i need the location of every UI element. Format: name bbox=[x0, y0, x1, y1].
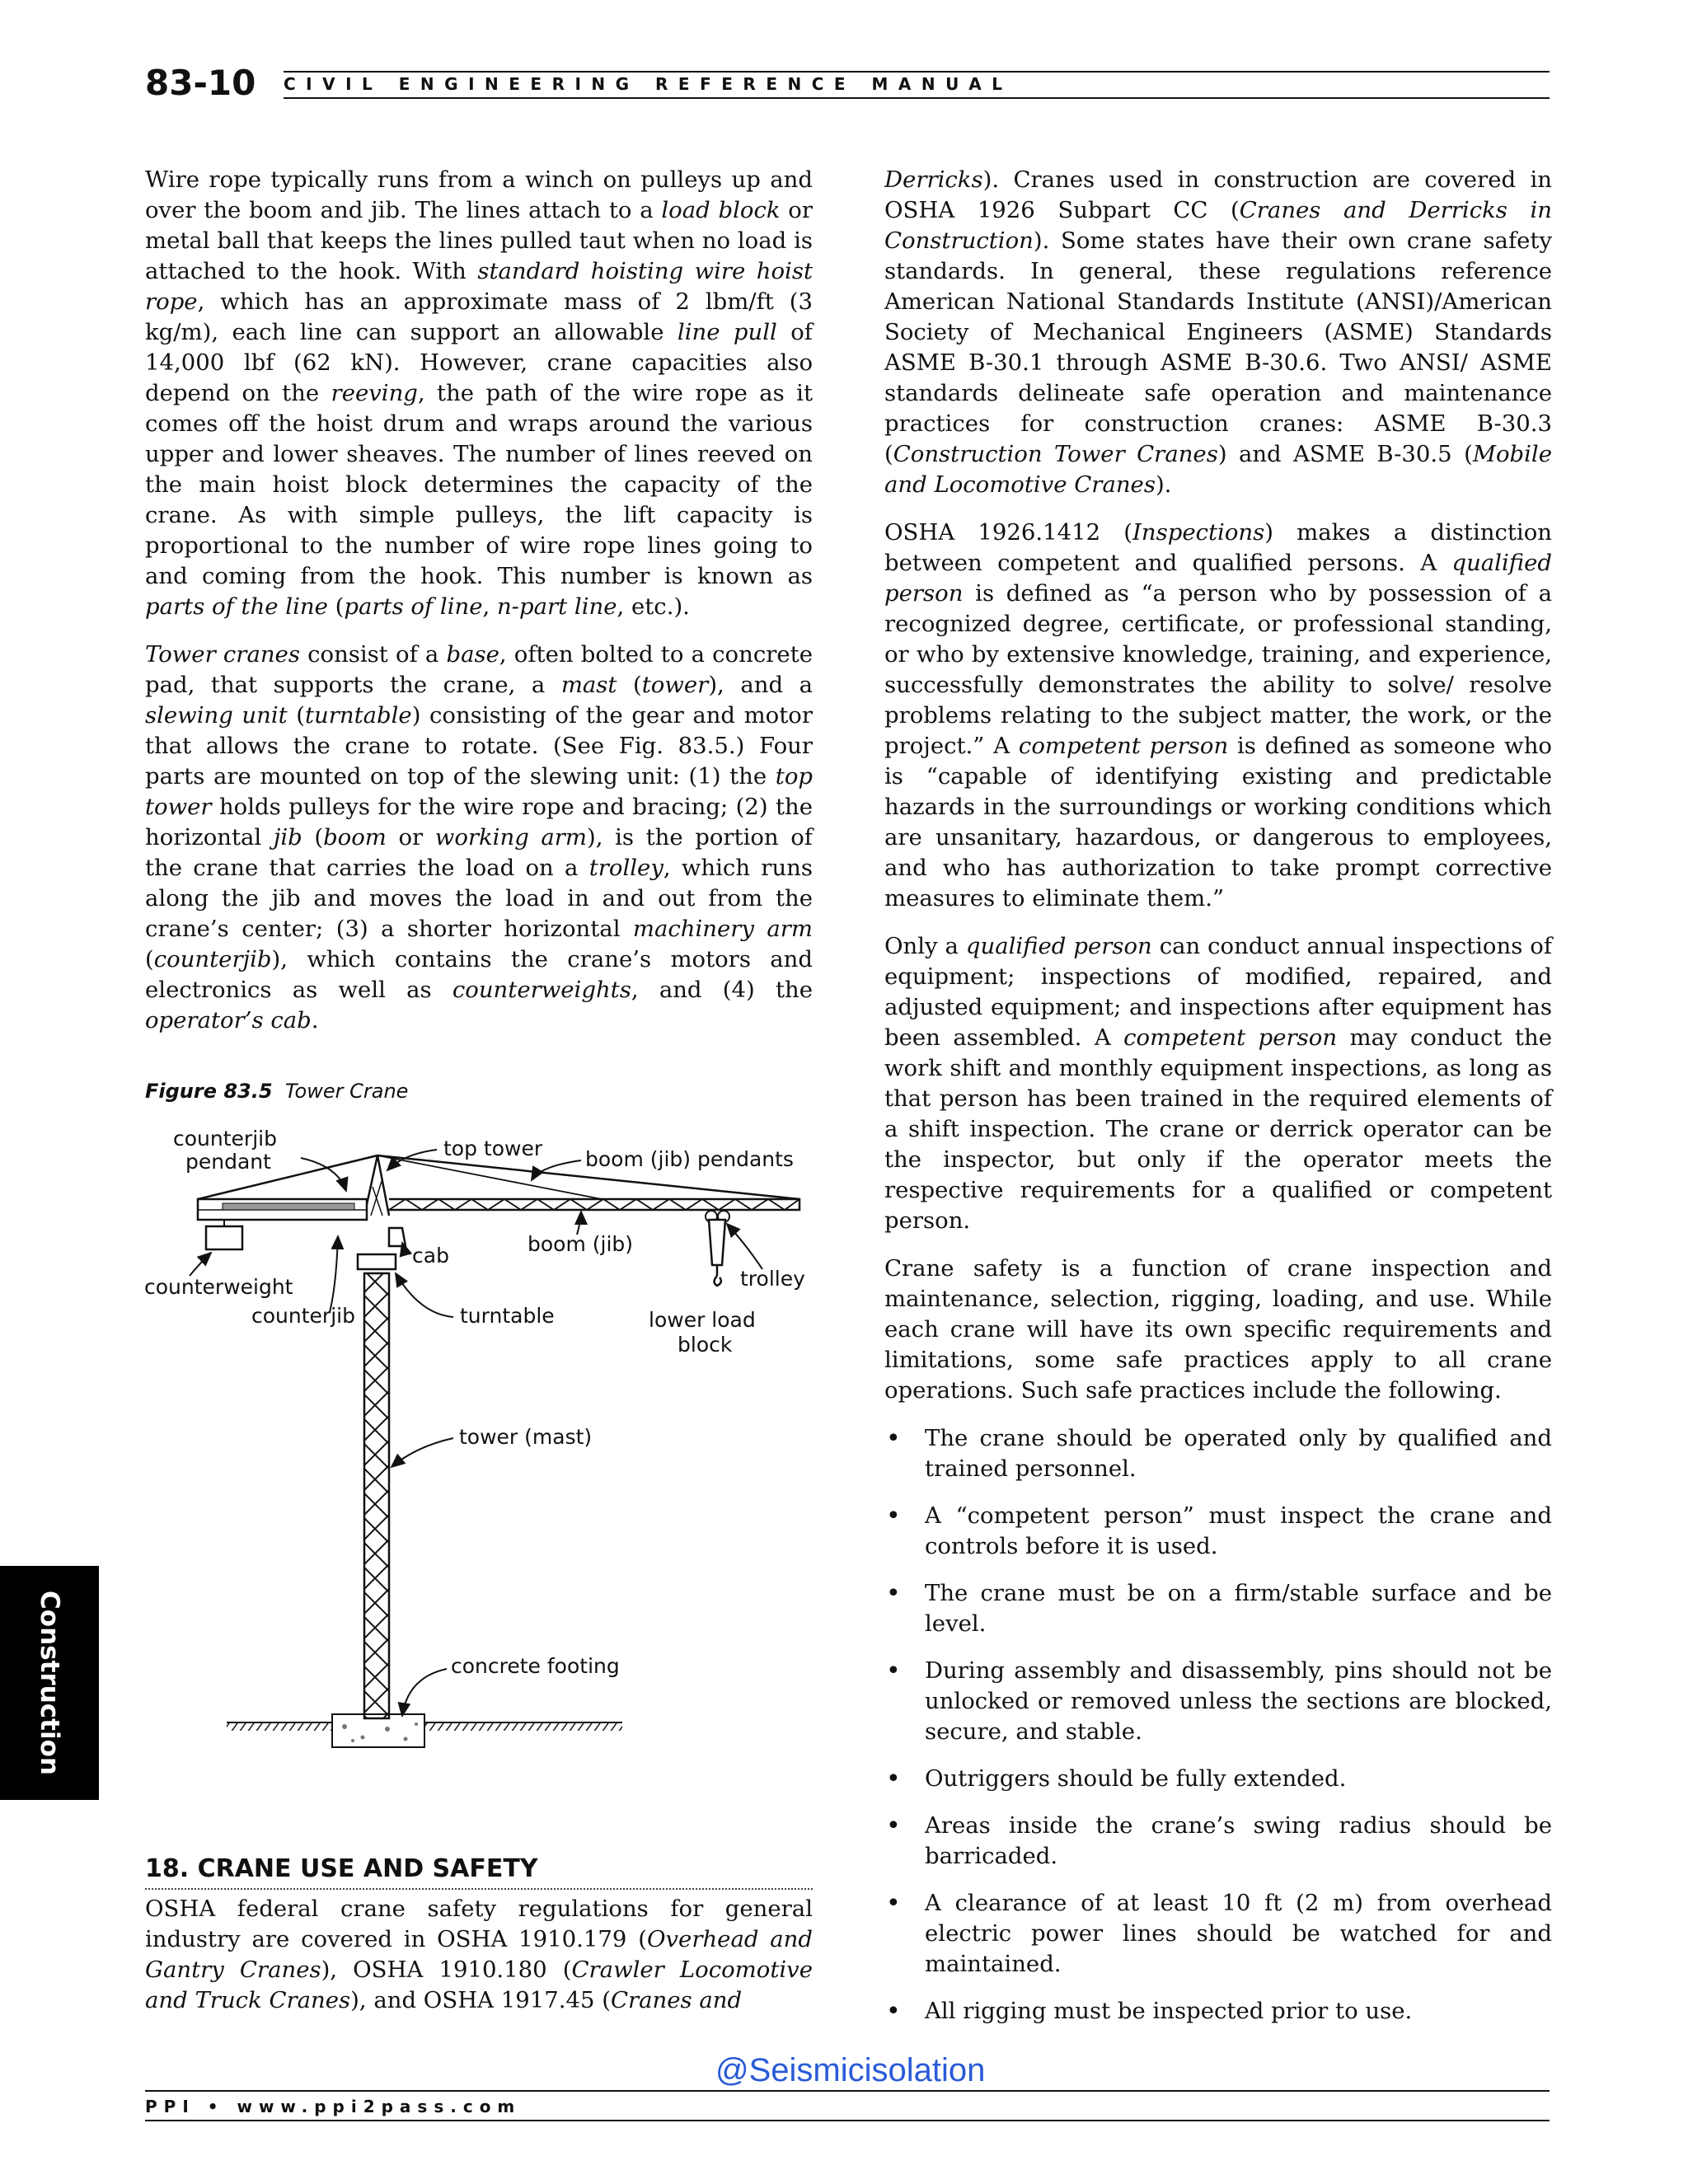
label-counterjib: counterjib bbox=[251, 1304, 355, 1328]
paragraph-osha-federal: OSHA federal crane safety regulations for general industry are covered in OSHA 1910.179 (Overhead and Gantry Cranes), OSHA 1910.180 (Crawler Locomotive and Truck Cranes), and OSHA 1917.45 (Cranes and bbox=[145, 1896, 813, 2013]
footer-text: PPI • www.ppi2pass.com bbox=[145, 2097, 522, 2116]
list-item: • Areas inside the crane’s swing radius should be barricaded. bbox=[884, 1811, 1552, 1872]
figure-number: Figure 83.5 bbox=[145, 1080, 273, 1103]
list-item: • A clearance of at least 10 ft (2 m) from overhead electric power lines should be watched for and maintained. bbox=[884, 1888, 1552, 1980]
paragraph-inspections: OSHA 1926.1412 (Inspections) makes a distinction between competent and qualified persons. A qualified person is defined as “a person who by possession of a recognized degree, certificate, or professional standing, or who by extensive knowledge, training, and experience, successfully demonstrates the ability to solve/ resolve problems relating to the subject matter, the work, or the project.” A competent person is defined as someone who is “capable of identifying existing and predictable hazards in the surroundings or working conditions which are unsanitary, hazardous, or dangerous to employees, and who has authorization to take prompt corrective measures to eliminate them.” bbox=[884, 519, 1552, 912]
label-counterweight: counterweight bbox=[144, 1275, 293, 1299]
right-column bbox=[884, 165, 1552, 2043]
lower-load-block bbox=[709, 1220, 725, 1265]
label-tower: tower (mast) bbox=[459, 1425, 593, 1449]
header-rule-top bbox=[284, 71, 1550, 73]
figure-title: Tower Crane bbox=[284, 1080, 409, 1103]
counterweight bbox=[206, 1226, 242, 1249]
left-column-continued bbox=[145, 1894, 813, 2033]
footer-rule-bottom bbox=[145, 2120, 1550, 2121]
section-side-tab bbox=[0, 1566, 99, 1800]
paragraph-qualified-person: Only a qualified person can conduct annual inspections of equipment; inspections of modified, repaired, and adjusted equipment; and inspections after equipment has been assembled. A competent person may conduct the work shift and monthly equipment inspections, as long as that person has been trained in the required elements of a shift inspection. The crane or derrick operator can be the inspector, but only if the operator meets the respective requirements for a qualified or competent person. bbox=[884, 933, 1552, 1234]
figure-caption bbox=[145, 1080, 408, 1103]
safety-practices-list bbox=[884, 1423, 1552, 2027]
tower-mast bbox=[364, 1273, 389, 1718]
label-top-tower: top tower bbox=[443, 1137, 543, 1160]
label-boom-pendants: boom (jib) pendants bbox=[585, 1147, 794, 1171]
turntable bbox=[358, 1254, 396, 1269]
list-item: • The crane should be operated only by qualified and trained personnel. bbox=[884, 1423, 1552, 1484]
top-tower bbox=[364, 1155, 389, 1216]
label-concrete-footing: concrete footing bbox=[451, 1654, 620, 1678]
label-lower-load-block-1: lower load bbox=[649, 1308, 756, 1332]
label-turntable: turntable bbox=[460, 1304, 555, 1328]
paragraph-derricks: Derricks). Cranes used in construction are covered in OSHA 1926 Subpart CC (Cranes and Derricks in Construction). Some states have their own crane safety standards. In general, these regulations reference American National Standards Institute (ANSI)/American Society of Mechanical Engineers (ASME) Standards ASME B-30.1 through ASME B-30.6. Two ANSI/ ASME standards delineate safe operation and maintenance practices for construction cranes: ASME B-30.3 (Construction Tower Cranes) and ASME B-30.5 (Mobile and Locomotive Cranes). bbox=[884, 166, 1552, 498]
list-item: • During assembly and disassembly, pins should not be unlocked or removed unless the sections are blocked, secure, and stable. bbox=[884, 1656, 1552, 1747]
label-trolley: trolley bbox=[740, 1267, 805, 1291]
side-tab-label: Construction bbox=[35, 1591, 64, 1775]
watermark: @Seismicisolation bbox=[715, 2052, 986, 2088]
paragraph-tower-cranes: Tower cranes consist of a base, often bolted to a concrete pad, that supports the crane, a mast (tower), and a slewing unit (turntable) consisting of the gear and motor that allows the crane to rotate. (See Fig. 83.5.) Four parts are mounted on top of the slewing unit: (1) the top tower holds pulleys for the wire rope and bracing; (2) the horizontal jib (boom or working arm), is the portion of the crane that carries the load on a trolley, which runs along the jib and moves the load in and out from the crane’s center; (3) a shorter horizontal machinery arm (counterjib), which contains the crane’s motors and electronics as well as counterweights, and (4) the operator’s cab. bbox=[145, 641, 813, 1033]
label-cab: cab bbox=[412, 1244, 449, 1268]
label-lower-load-block-2: block bbox=[678, 1333, 733, 1357]
tower-crane-diagram bbox=[140, 1121, 816, 1780]
running-title: CIVIL ENGINEERING REFERENCE MANUAL bbox=[284, 74, 1013, 94]
list-item: • Outriggers should be fully extended. bbox=[884, 1764, 1552, 1794]
label-counterjib-pendant-2: pendant bbox=[185, 1150, 271, 1174]
paragraph-crane-safety: Crane safety is a function of crane inspection and maintenance, selection, rigging, loading, and use. While each crane will have its own specific requirements and limitations, some safe practices apply to all crane operations. Such safe practices include the following. bbox=[884, 1255, 1552, 1404]
page-number: 83-10 bbox=[145, 63, 256, 103]
footer-rule-top bbox=[145, 2090, 1550, 2092]
list-item: • A “competent person” must inspect the crane and controls before it is used. bbox=[884, 1501, 1552, 1562]
paragraph-wire-rope: Wire rope typically runs from a winch on pulleys up and over the boom and jib. The lines attach to a load block or metal ball that keeps the lines pulled taut when no load is attached to the hook. With standard hoisting wire hoist rope, which has an approximate mass of 2 lbm/ft (3 kg/m), each line can support an allowable line pull of 14,000 lbf (62 kN). However, crane capacities also depend on the reeving, the path of the wire rope as it comes off the hoist drum and wraps around the various upper and lower sheaves. The number of lines reeved on the main hoist block determines the capacity of the crane. As with simple pulleys, the lift capacity is proportional to the number of wire rope lines going to and coming from the hook. This number is known as parts of the line (parts of line, n-part line, etc.). bbox=[145, 166, 813, 620]
list-item: • All rigging must be inspected prior to use. bbox=[884, 1996, 1552, 2027]
label-counterjib-pendant-1: counterjib bbox=[173, 1127, 277, 1151]
list-item: • The crane must be on a firm/stable surface and be level. bbox=[884, 1578, 1552, 1639]
section-heading: 18. CRANE USE AND SAFETY bbox=[145, 1854, 813, 1890]
label-boom: boom (jib) bbox=[528, 1232, 634, 1256]
header-rule-bottom bbox=[284, 97, 1550, 99]
left-column bbox=[145, 165, 813, 1053]
